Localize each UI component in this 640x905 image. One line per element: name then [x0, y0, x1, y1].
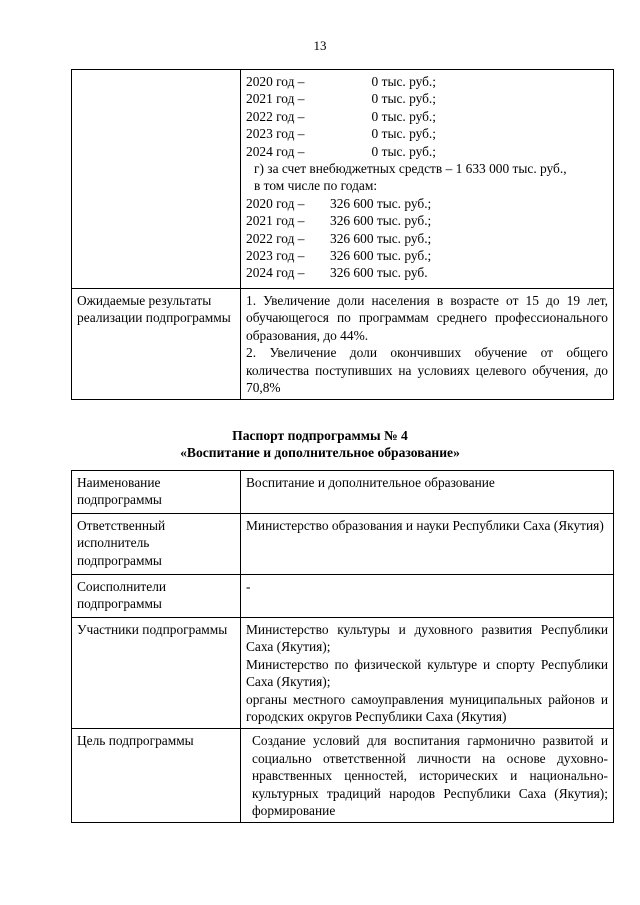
row-value-responsible: Министерство образования и науки Республики Саха (Якутия)	[241, 514, 614, 575]
participant-3: органы местного самоуправления муниципальных районов и городских округов Республики Саха (Якутия)	[246, 691, 608, 725]
funding-line: 2021 год – 326 600 тыс. руб.;	[246, 213, 432, 229]
row-label-coexecutors: Соисполнители подпрограммы	[72, 575, 241, 618]
heading-line-1: Паспорт подпрограммы № 4	[232, 428, 408, 443]
table-row	[72, 70, 614, 289]
participant-2: Министерство по физической культуре и спорту Республики Саха (Якутия);	[246, 656, 608, 690]
funding-line: 2024 год – 326 600 тыс. руб.	[246, 265, 428, 281]
funding-line: 2022 год – 0 тыс. руб.;	[246, 108, 436, 124]
extrabudget-line: г) за счет внебюджетных средств – 1 633 000 тыс. руб.,	[254, 161, 567, 177]
funding-line: 2021 год – 0 тыс. руб.;	[246, 91, 436, 107]
funding-line: 2020 год – 0 тыс. руб.;	[246, 74, 436, 89]
participant-1: Министерство культуры и духовного развития Республики Саха (Якутия);	[246, 622, 608, 655]
row-value-goal-cell	[241, 729, 614, 823]
table-row	[72, 514, 614, 575]
row-value-coexecutors: -	[241, 575, 614, 618]
subprogram-heading	[0, 427, 640, 461]
results-item-1: 1. Увеличение доли населения в возрасте от 15 до 19 лет, обучающегося по программам среднего профессионального образования, до 44%.	[246, 293, 608, 343]
funding-line: 2020 год – 326 600 тыс. руб.;	[246, 195, 432, 211]
page-number: 13	[313, 38, 327, 53]
including-line: в том числе по годам:	[254, 178, 378, 194]
table-row	[72, 575, 614, 618]
funding-line: 2023 год – 326 600 тыс. руб.;	[246, 248, 432, 264]
table-funding-continuation	[71, 69, 614, 400]
row-value-goal: Создание условий для воспитания гармонично развитой и социально ответственной личности на основе духовно-нравственных ценностей, исторических и национально-культурных традиций народов Республики Саха (Якутия); формирование	[252, 733, 608, 819]
funding-cell	[241, 70, 614, 289]
table-row	[72, 289, 614, 400]
row-value-participants	[241, 618, 614, 729]
row-label-participants: Участники подпрограммы	[72, 618, 241, 729]
table-row	[72, 471, 614, 514]
results-item-2: 2. Увеличение доли окончивших обучение от общего количества поступивших на условиях целевого обучения, до 70,8%	[246, 345, 608, 396]
funding-line: 2023 год – 0 тыс. руб.;	[246, 126, 436, 142]
results-cell	[241, 289, 614, 400]
table-subprogram-passport	[71, 470, 614, 823]
table-row	[72, 729, 614, 823]
funding-line: 2024 год – 0 тыс. руб.;	[246, 143, 436, 159]
row-label-responsible: Ответственный исполнитель подпрограммы	[72, 514, 241, 575]
row-label-name: Наименование подпрограммы	[72, 471, 241, 514]
heading-line-2: «Воспитание и дополнительное образование»	[180, 445, 460, 460]
row-value-name: Воспитание и дополнительное образование	[241, 471, 614, 514]
row-label-goal: Цель подпрограммы	[72, 729, 241, 823]
table-row	[72, 618, 614, 729]
table-cell-empty	[72, 70, 241, 289]
results-label: Ожидаемые результаты реализации подпрограммы	[72, 289, 241, 400]
funding-line: 2022 год – 326 600 тыс. руб.;	[246, 230, 432, 246]
